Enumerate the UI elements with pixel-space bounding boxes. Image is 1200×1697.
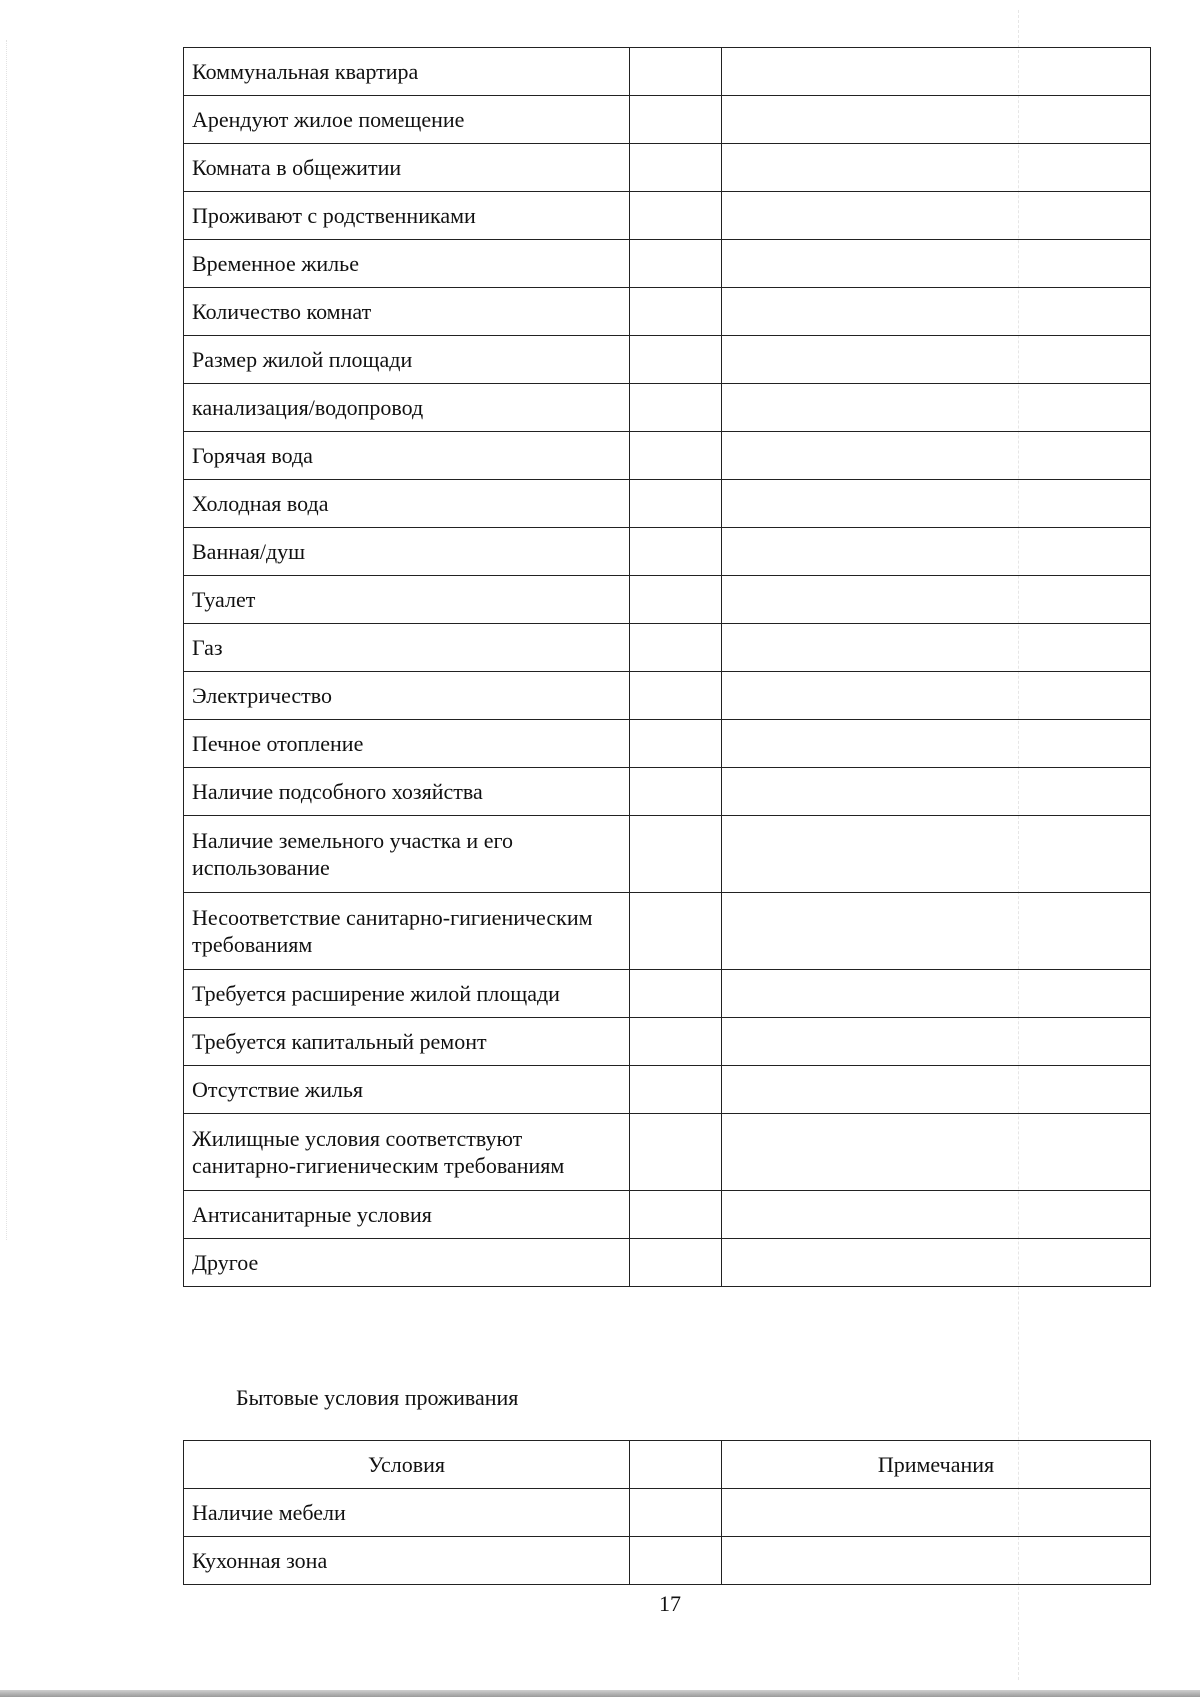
condition-label: Временное жилье [184,240,630,288]
mark-cell[interactable] [630,1239,722,1287]
condition-label: Кухонная зона [184,1537,630,1585]
note-cell[interactable] [722,1191,1151,1239]
mark-cell[interactable] [630,970,722,1018]
note-cell[interactable] [722,970,1151,1018]
mark-cell[interactable] [630,1018,722,1066]
condition-label: Отсутствие жилья [184,1066,630,1114]
table-row [184,576,1151,624]
scan-bottom-edge [0,1690,1200,1697]
table-row [184,672,1151,720]
mark-cell[interactable] [630,480,722,528]
note-cell[interactable] [722,1537,1151,1585]
condition-label: Арендуют жилое помещение [184,96,630,144]
mark-cell[interactable] [630,1537,722,1585]
note-cell[interactable] [722,624,1151,672]
mark-cell[interactable] [630,576,722,624]
condition-label: Электричество [184,672,630,720]
note-cell[interactable] [722,720,1151,768]
mark-cell[interactable] [630,1191,722,1239]
condition-label: Другое [184,1239,630,1287]
table-row [184,336,1151,384]
column-header-notes: Примечания [722,1441,1151,1489]
column-header-mark [630,1441,722,1489]
mark-cell[interactable] [630,1114,722,1191]
note-cell[interactable] [722,192,1151,240]
table-row [184,1066,1151,1114]
note-cell[interactable] [722,1018,1151,1066]
mark-cell[interactable] [630,240,722,288]
housing-conditions-table [183,47,1151,1287]
mark-cell[interactable] [630,336,722,384]
note-cell[interactable] [722,240,1151,288]
mark-cell[interactable] [630,288,722,336]
table-row [184,96,1151,144]
mark-cell[interactable] [630,432,722,480]
note-cell[interactable] [722,768,1151,816]
mark-cell[interactable] [630,672,722,720]
condition-label: Горячая вода [184,432,630,480]
table-header-row [184,1441,1151,1489]
section-title: Бытовые условия проживания [236,1385,519,1410]
table-row [184,480,1151,528]
column-header-conditions: Условия [184,1441,630,1489]
table-row [184,1114,1151,1191]
mark-cell[interactable] [630,144,722,192]
table-row [184,1018,1151,1066]
household-conditions-table [183,1440,1151,1585]
condition-label: Наличие земельного участка и его использование [184,816,630,893]
condition-label: Комната в общежитии [184,144,630,192]
table-row [184,970,1151,1018]
note-cell[interactable] [722,576,1151,624]
table-row [184,893,1151,970]
table-row [184,192,1151,240]
condition-label: Несоответствие санитарно-гигиеническим требованиям [184,893,630,970]
table-row [184,1239,1151,1287]
condition-label: Холодная вода [184,480,630,528]
mark-cell[interactable] [630,1489,722,1537]
condition-label: Туалет [184,576,630,624]
note-cell[interactable] [722,893,1151,970]
note-cell[interactable] [722,1066,1151,1114]
table-row [184,624,1151,672]
condition-label: Требуется капитальный ремонт [184,1018,630,1066]
note-cell[interactable] [722,480,1151,528]
mark-cell[interactable] [630,528,722,576]
condition-label: Проживают с родственниками [184,192,630,240]
mark-cell[interactable] [630,624,722,672]
condition-label: Газ [184,624,630,672]
mark-cell[interactable] [630,720,722,768]
condition-label: Печное отопление [184,720,630,768]
condition-label: Количество комнат [184,288,630,336]
table-row [184,144,1151,192]
table-row [184,48,1151,96]
note-cell[interactable] [722,1489,1151,1537]
condition-label: Наличие подсобного хозяйства [184,768,630,816]
table-row [184,384,1151,432]
note-cell[interactable] [722,48,1151,96]
condition-label: Ванная/душ [184,528,630,576]
condition-label: Наличие мебели [184,1489,630,1537]
condition-label: Жилищные условия соответствуют санитарно-гигиеническим требованиям [184,1114,630,1191]
scan-artifact-left [6,40,9,1240]
mark-cell[interactable] [630,48,722,96]
table-row [184,528,1151,576]
condition-label: Антисанитарные условия [184,1191,630,1239]
mark-cell[interactable] [630,96,722,144]
table-row [184,768,1151,816]
note-cell[interactable] [722,1114,1151,1191]
table-row [184,1489,1151,1537]
condition-label: Требуется расширение жилой площади [184,970,630,1018]
mark-cell[interactable] [630,768,722,816]
note-cell[interactable] [722,336,1151,384]
table-row [184,816,1151,893]
condition-label: канализация/водопровод [184,384,630,432]
table-row [184,432,1151,480]
note-cell[interactable] [722,432,1151,480]
page-number: 17 [659,1591,681,1616]
mark-cell[interactable] [630,1066,722,1114]
note-cell[interactable] [722,1239,1151,1287]
note-cell[interactable] [722,672,1151,720]
mark-cell[interactable] [630,893,722,970]
table-row [184,240,1151,288]
note-cell[interactable] [722,384,1151,432]
table-row [184,720,1151,768]
table-row [184,1191,1151,1239]
note-cell[interactable] [722,288,1151,336]
note-cell[interactable] [722,144,1151,192]
mark-cell[interactable] [630,384,722,432]
table-row [184,288,1151,336]
note-cell[interactable] [722,816,1151,893]
note-cell[interactable] [722,528,1151,576]
mark-cell[interactable] [630,192,722,240]
mark-cell[interactable] [630,816,722,893]
table-row [184,1537,1151,1585]
note-cell[interactable] [722,96,1151,144]
condition-label: Размер жилой площади [184,336,630,384]
condition-label: Коммунальная квартира [184,48,630,96]
